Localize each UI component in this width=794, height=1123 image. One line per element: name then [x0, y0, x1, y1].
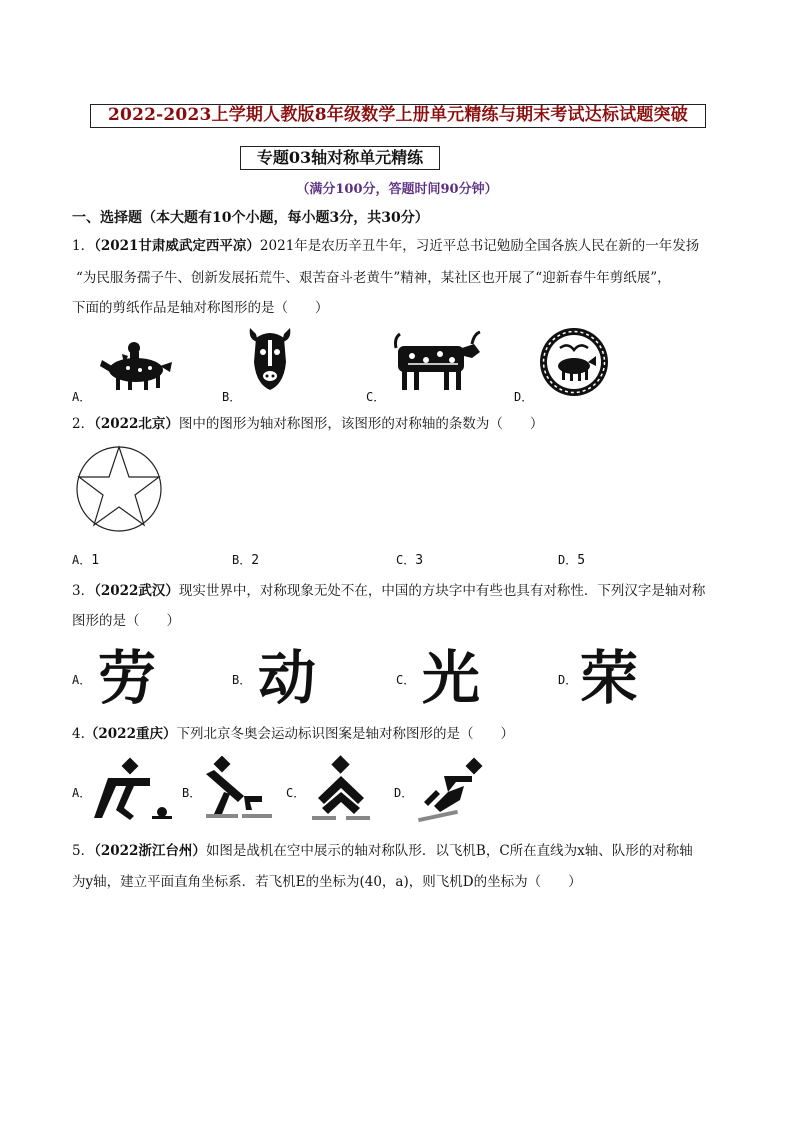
- q3-option-d-label[interactable]: D．: [558, 673, 578, 687]
- topic-title: 专题03轴对称单元精练: [240, 146, 440, 170]
- question-5-line2: 为y轴，建立平面直角坐标系．若飞机E的坐标为(40，a)，则飞机D的坐标为（ ）: [72, 874, 582, 890]
- q4-option-a-label[interactable]: A．: [72, 786, 92, 800]
- question-3-line2: 图形的是（ ）: [72, 613, 180, 629]
- question-4-line1: [72, 724, 514, 744]
- q3-option-c-char: 光: [422, 644, 481, 712]
- question-text: 现实世界中，对称现象无处不在，中国的方块字中有些也具有对称性．下列汉字是轴对称: [178, 583, 706, 599]
- q1-option-a-label[interactable]: A．: [72, 390, 92, 404]
- question-source: （2022武汉）: [94, 583, 179, 599]
- question-number: 2．: [72, 416, 95, 432]
- question-5-line1: [72, 841, 693, 861]
- option-value: 1: [91, 553, 100, 568]
- q3-option-a-label[interactable]: A．: [72, 673, 92, 687]
- option-label: A．: [72, 553, 92, 567]
- question-1-line3: 下面的剪纸作品是轴对称图形的是（ ）: [72, 300, 329, 316]
- question-text: 图中的图形为轴对称图形，该图形的对称轴的条数为（ ）: [178, 416, 544, 432]
- skiing-pictogram: [308, 754, 374, 824]
- question-number: 5．: [72, 843, 95, 859]
- q4-option-c-label[interactable]: C．: [286, 786, 306, 800]
- section-heading: 一、选择题（本大题有10个小题，每小题3分，共30分）: [72, 210, 429, 226]
- question-text: 如图是战机在空中展示的轴对称队形．以飞机B，C所在直线为x轴、队形的对称轴: [205, 843, 693, 859]
- star-in-circle-figure: [74, 444, 164, 534]
- q4-option-b-label[interactable]: B．: [182, 786, 202, 800]
- speed-skating-pictogram: [200, 756, 276, 822]
- standing-ox-papercut-image: [388, 326, 484, 396]
- q1-option-c-label[interactable]: C．: [366, 390, 386, 404]
- question-1-line1: [72, 236, 699, 256]
- q2-option-a[interactable]: [72, 551, 99, 568]
- question-number: 4.: [72, 726, 85, 742]
- short-track-pictogram: [414, 756, 490, 822]
- q2-option-b[interactable]: [232, 551, 259, 568]
- q2-option-d[interactable]: [558, 551, 585, 568]
- question-1-line2: “为民服务孺子牛、创新发展拓荒牛、艰苦奋斗老黄牛”精神，某社区也开展了“迎新春牛年剪纸展”，: [76, 270, 671, 286]
- question-source: （2022浙江台州）: [94, 843, 206, 859]
- question-3-line1: [72, 581, 705, 601]
- question-number: 3．: [72, 583, 95, 599]
- question-text: 2021年是农历辛丑牛年，习近平总书记勉励全国各族人民在新的一年发扬: [259, 238, 700, 254]
- q3-option-b-char: 动: [258, 644, 317, 712]
- option-label: B．: [232, 553, 252, 567]
- document-title: 2022-2023上学期人教版8年级数学上册单元精练与期末考试达标试题突破: [90, 104, 706, 128]
- q1-option-b-label[interactable]: B．: [222, 390, 242, 404]
- ox-head-papercut-image: [244, 322, 296, 394]
- q3-option-d-char: 荣: [580, 644, 639, 712]
- q4-option-d-label[interactable]: D．: [394, 786, 414, 800]
- option-value: 3: [415, 553, 424, 568]
- round-ox-papercut-image: [538, 326, 610, 398]
- question-text: 下列北京冬奥会运动标识图案是轴对称图形的是（ ）: [176, 726, 514, 742]
- question-number: 1．: [72, 238, 95, 254]
- question-source: （2022北京）: [94, 416, 179, 432]
- q2-option-c[interactable]: [396, 551, 423, 568]
- q1-option-d-label[interactable]: D．: [514, 390, 534, 404]
- exam-note: （满分100分，答题时间90分钟）: [296, 182, 498, 197]
- option-label: D．: [558, 553, 578, 567]
- q3-option-c-label[interactable]: C．: [396, 673, 416, 687]
- option-label: C．: [396, 553, 416, 567]
- ox-papercut-rider-image: [94, 326, 174, 392]
- q3-option-b-label[interactable]: B．: [232, 673, 252, 687]
- curling-pictogram: [94, 756, 174, 822]
- q3-option-a-char: 劳: [98, 644, 157, 712]
- option-value: 5: [577, 553, 586, 568]
- question-source: （2022重庆）: [84, 726, 177, 742]
- question-2-line1: [72, 414, 543, 434]
- question-source: （2021甘肃威武定西平凉）: [94, 238, 260, 254]
- option-value: 2: [251, 553, 260, 568]
